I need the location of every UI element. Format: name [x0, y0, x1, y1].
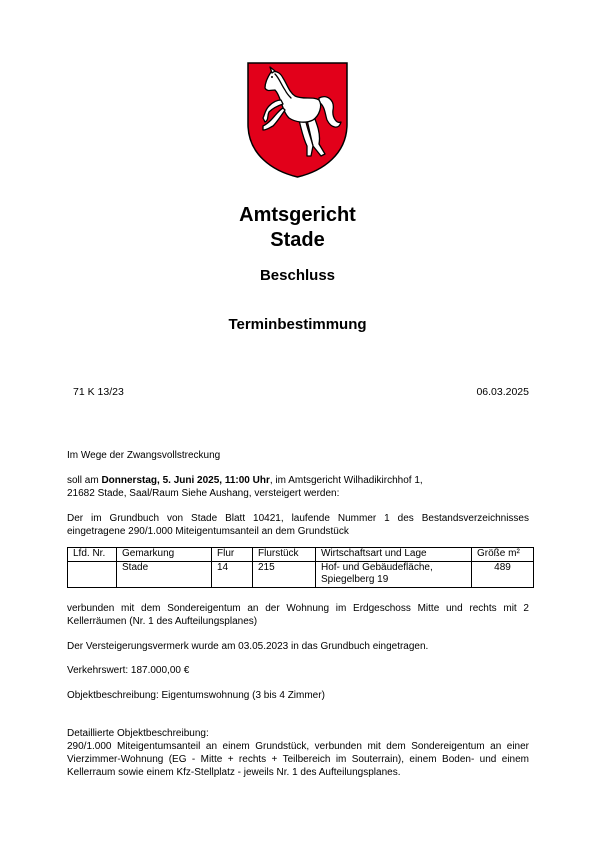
header-flur: Flur — [212, 548, 253, 562]
detail-text: 290/1.000 Miteigentumsanteil an einem Grundstück, verbunden mit dem Sondereigentum an einer Vierzimmer-Wohnung (EG - Mitte + rechts + Teilbereich im Souterrain), einem Boden- und einem Kellerraum sowie einem Kfz-Stellplatz - jeweils Nr. 1 des Aufteilungsplanes. — [67, 741, 529, 778]
cell-lfd-nr — [68, 562, 117, 588]
table-row — [68, 562, 534, 588]
appointment-line1 — [67, 474, 529, 487]
land-register-table — [67, 547, 534, 588]
cell-lage: Hof- und Gebäudefläche, Spiegelberg 19 — [316, 562, 472, 588]
document-type: Beschluss — [259, 267, 336, 284]
court-name-line1: Amtsgericht — [239, 204, 356, 226]
header-lfd-nr: Lfd. Nr. — [68, 548, 117, 562]
objektbeschreibung-text: Objektbeschreibung: Eigentumswohnung (3 bis 4 Zimmer) — [67, 690, 325, 701]
court-name-line2: Stade — [270, 229, 325, 251]
header-wirtschaftsart: Wirtschaftsart und Lage — [316, 548, 472, 562]
appointment-datetime: Donnerstag, 5. Juni 2025, 11:00 Uhr — [101, 475, 270, 486]
sondereigentum-text: verbunden mit dem Sondereigentum an der Wohnung im Erdgeschoss Mitte und rechts mit 2 Kellerräumen (Nr. 1 des Aufteilungsplanes) — [67, 603, 529, 627]
appointment-line2: 21682 Stade, Saal/Raum Siehe Aushang, versteigert werden: — [67, 488, 340, 499]
appointment-location: , im Amtsgericht Wilhadikirchhof 1, — [269, 475, 423, 486]
header-groesse: Größe m² — [472, 548, 534, 562]
lower-saxony-crest-logo — [247, 62, 348, 178]
cell-groesse: 489 — [472, 562, 534, 588]
cell-gemarkung: Stade — [117, 562, 212, 588]
appointment-prefix: soll am — [67, 475, 102, 486]
intro-text: Im Wege der Zwangsvollstreckung — [67, 450, 221, 461]
case-number: 71 K 13/23 — [73, 386, 124, 398]
header-flurstueck: Flurstück — [253, 548, 316, 562]
document-date: 06.03.2025 — [476, 386, 529, 398]
appointment-text — [67, 474, 529, 500]
header-gemarkung: Gemarkung — [117, 548, 212, 562]
cell-flur: 14 — [212, 562, 253, 588]
document-subject: Terminbestimmung — [228, 316, 367, 333]
cell-flurstueck: 215 — [253, 562, 316, 588]
property-intro: Der im Grundbuch von Stade Blatt 10421, laufende Nummer 1 des Bestandsverzeichnisses eingetragene 290/1.000 Miteigentumsanteil an dem Grundstück — [67, 513, 529, 537]
table-header-row — [68, 548, 534, 562]
horse-eye — [271, 76, 273, 78]
versteigerungsvermerk-text: Der Versteigerungsvermerk wurde am 03.05.2023 in das Grundbuch eingetragen. — [67, 641, 429, 652]
verkehrswert-text: Verkehrswert: 187.000,00 € — [67, 665, 190, 676]
detail-title: Detaillierte Objektbeschreibung: — [67, 728, 209, 739]
